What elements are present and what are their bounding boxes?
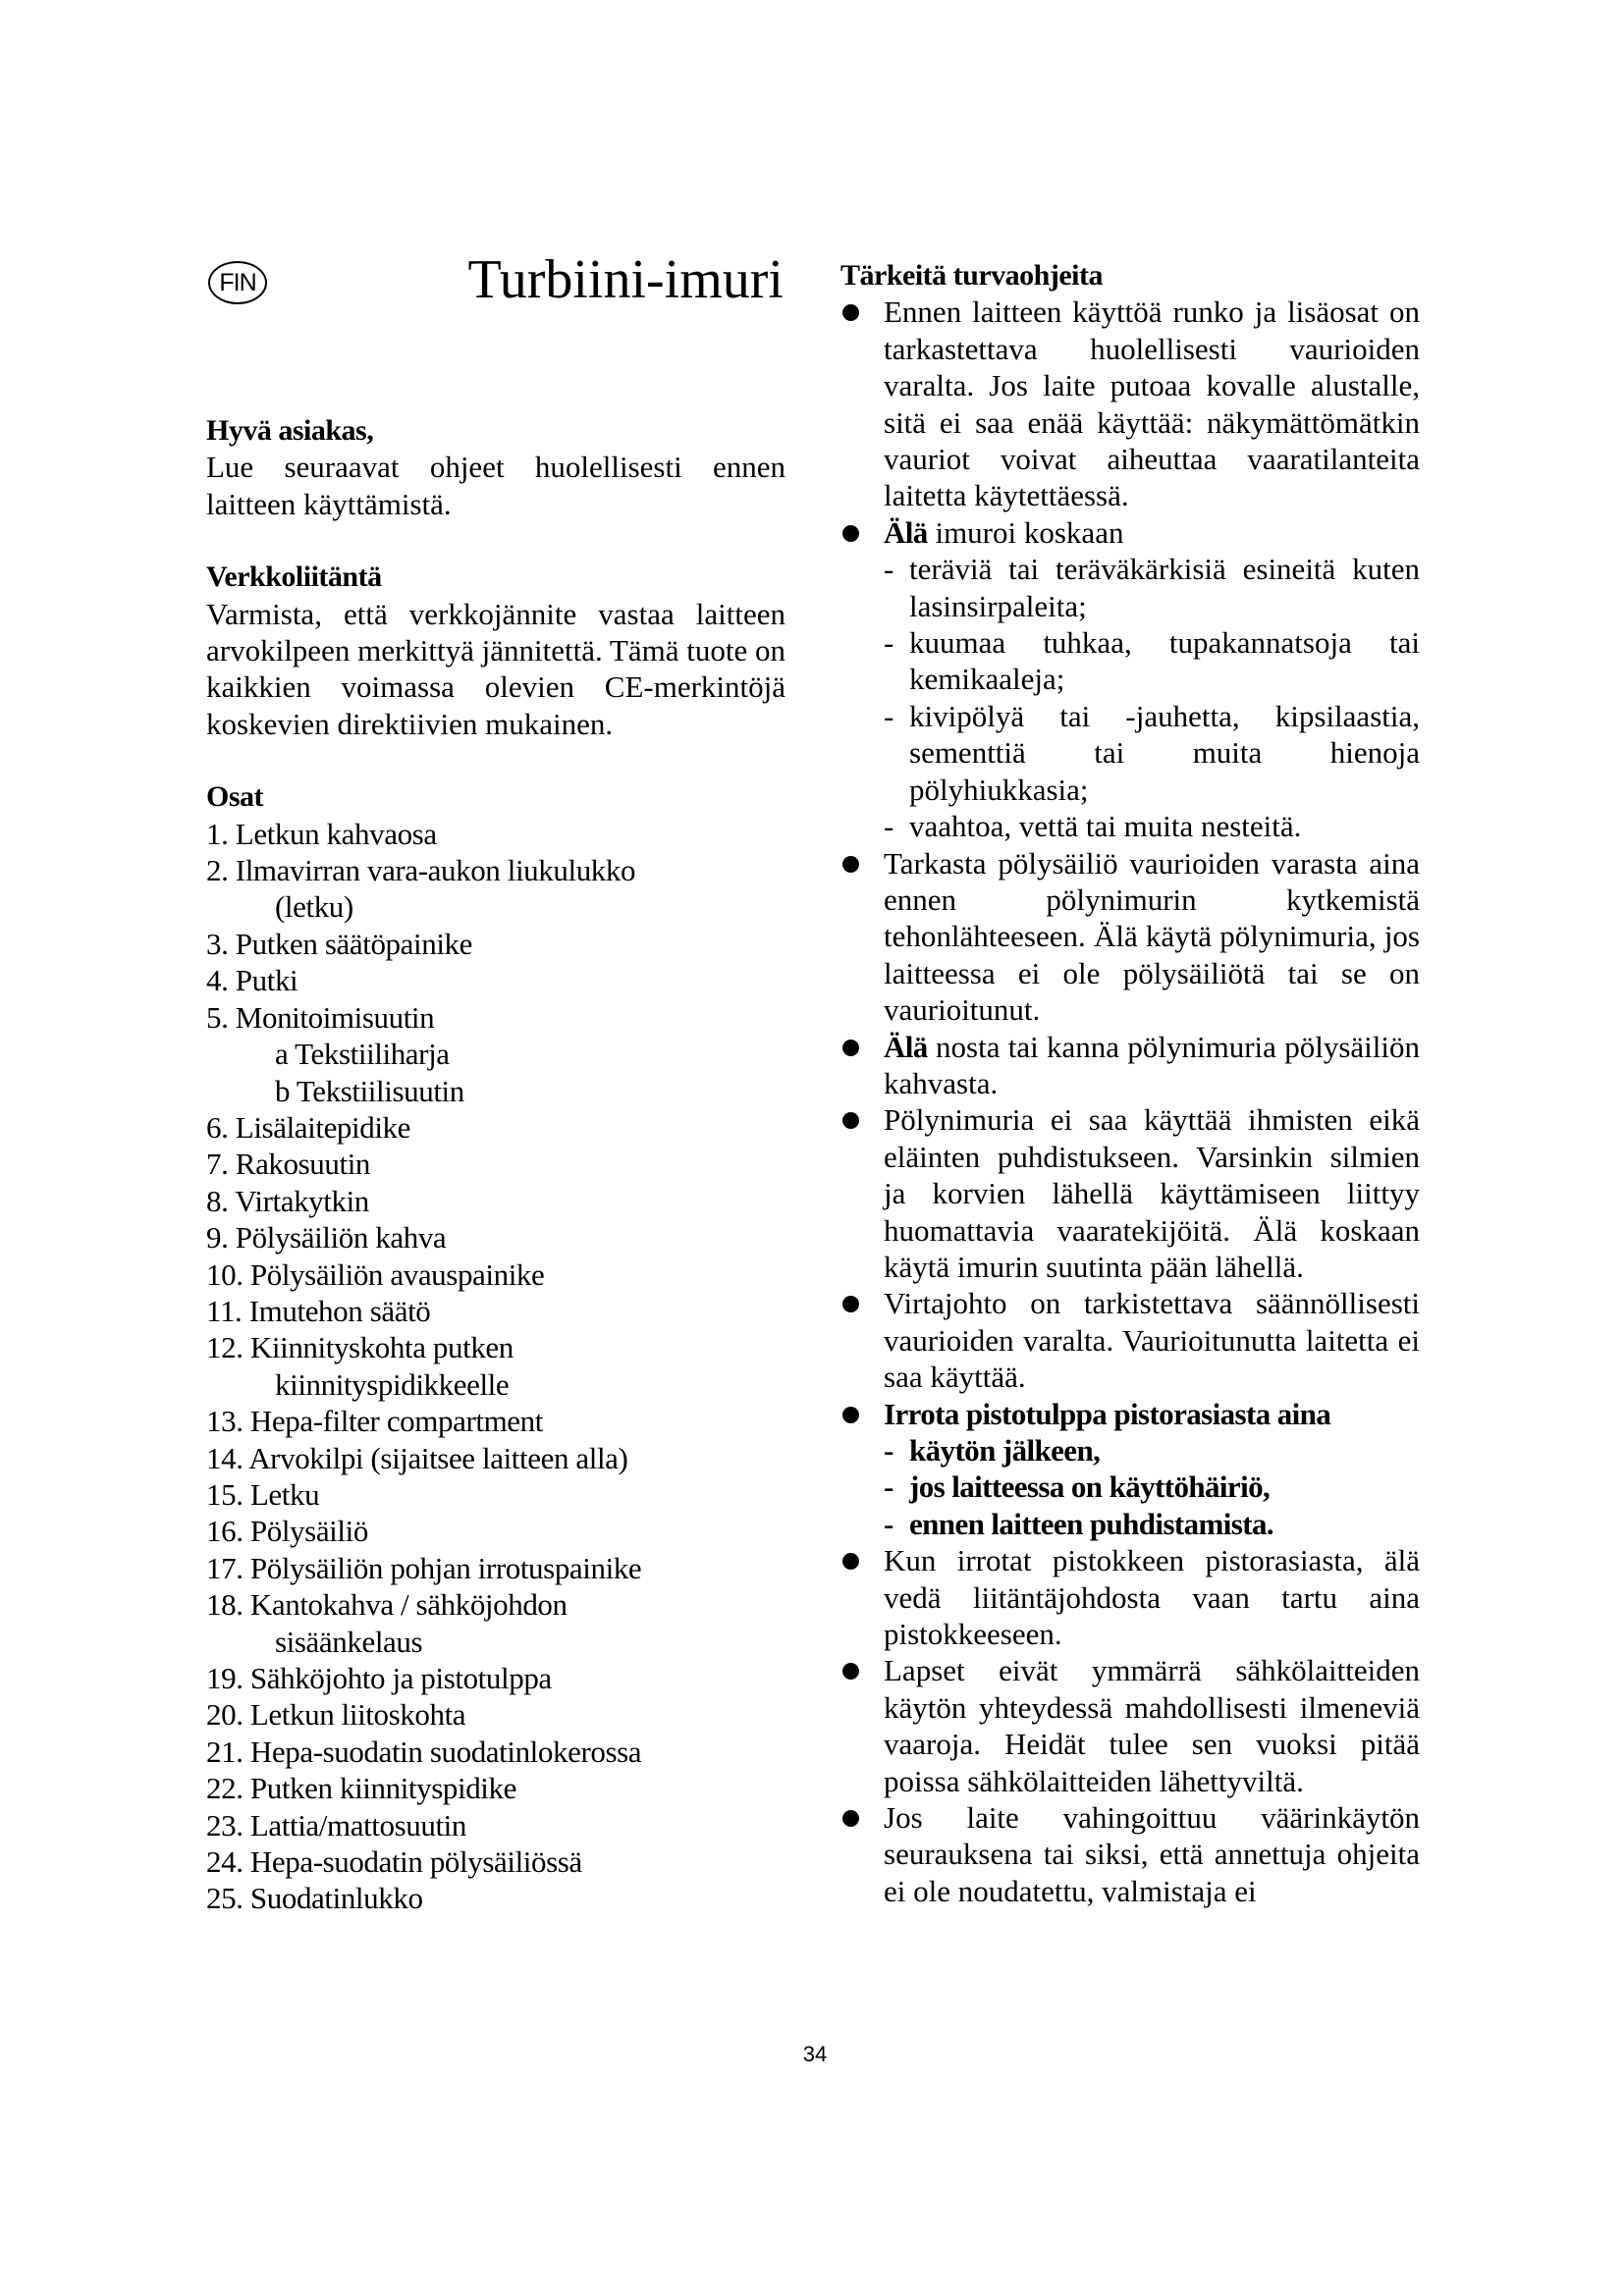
mains-heading: Verkkoliitäntä: [206, 561, 382, 594]
bullet-text: Pölynimuria ei saa käyttää ihmisten eikä eläinten puhdistukseen. Varsinkin silmien ja korvien lähellä käyttämiseen liittyy huomattavia vaaratekijöitä. Älä koskaan käytä imurin suutinta pään lähellä.: [884, 1102, 1420, 1284]
dash-item: - ennen laitteen puhdistamista.: [884, 1506, 1274, 1541]
bullet-icon: [842, 1112, 859, 1129]
list-item: 15. Letku: [206, 1476, 320, 1512]
list-item: 1. Letkun kahvaosa: [206, 816, 437, 851]
bullet-text: Ennen laitteen käyttöä runko ja lisäosat on tarkastettava huolellisesti vaurioiden varalta. Jos laite putoaa kovalle alustalle, sitä ei saa enää käyttää: näkymättömätkin vauriot voivat aiheuttaa vaaratilanteita laitetta käytettäessä.: [884, 294, 1420, 513]
list-item: 19. Sähköjohto ja pistotulppa: [206, 1661, 552, 1695]
left-column: [206, 412, 785, 1917]
greeting-heading: Hyvä asiakas,: [206, 414, 374, 447]
dash-text: kivipölyä tai -jauhetta, kipsilaastia, sementtiä tai muita hienoja pölyhiukkasia;: [909, 698, 1420, 807]
bullet-icon: [842, 1407, 859, 1423]
dash-text: ennen laitteen puhdistamista.: [909, 1506, 1274, 1541]
list-item: 20. Letkun liitoskohta: [206, 1697, 466, 1733]
bullet-emphasis: Älä: [884, 1029, 928, 1064]
list-item: sisäänkelaus: [275, 1624, 423, 1659]
list-item: 18. Kantokahva / sähköjohdon: [206, 1587, 568, 1623]
safety-bullet: [840, 1542, 1420, 1652]
list-item: 10. Pölysäiliön avauspainike: [206, 1256, 545, 1292]
list-item: b Tekstiilisuutin: [275, 1073, 464, 1108]
list-item: 6. Lisälaitepidike: [206, 1109, 411, 1145]
bullet-icon: [842, 1663, 859, 1680]
dash-item: - kivipölyä tai -jauhetta, kipsilaastia, sementtiä tai muita hienoja pölyhiukkasia;: [884, 698, 1420, 807]
safety-bullet: [840, 1029, 1420, 1102]
mains-text: Varmista, että verkkojännite vastaa laitteen arvokilpeen merkittyä jännitettä. Tämä tuote on kaikkien voimassa olevien CE-merkintöjä koskevien direktiivien mukainen.: [206, 596, 785, 741]
bullet-text: Lapset eivät ymmärrä sähkölaitteiden käytön yhteydessä mahdollisesti ilmeneviä vaaroja. Heidät tulee sen vuoksi pitää poissa sähkölaitteiden lähettyviltä.: [884, 1653, 1420, 1798]
safety-heading: Tärkeitä turvaohjeita: [840, 259, 1103, 292]
safety-bullet: [840, 1799, 1420, 1909]
list-item: 17. Pölysäiliön pohjan irrotuspainike: [206, 1550, 642, 1585]
greeting-text: Lue seuraavat ohjeet huolellisesti ennen laitteen käyttämistä.: [206, 450, 785, 521]
bullet-emphasis: Älä: [884, 514, 928, 550]
list-item: 3. Putken säätöpainike: [206, 926, 473, 961]
list-item: 23. Lattia/mattosuutin: [206, 1807, 466, 1842]
safety-bullet: [840, 845, 1420, 1029]
parts-heading: Osat: [206, 780, 263, 814]
dash-text: teräviä tai teräväkärkisiä esineitä kuten lasinsirpaleita;: [909, 552, 1420, 623]
safety-bullet: [840, 1285, 1420, 1395]
dash-text: kuumaa tuhkaa, tupakannatsoja tai kemikaaleja;: [909, 625, 1420, 697]
dash-item: - teräviä tai teräväkärkisiä esineitä kuten lasinsirpaleita;: [884, 552, 1420, 623]
bullet-icon: [842, 1040, 859, 1056]
bullet-text: imuroi koskaan: [927, 514, 1124, 550]
list-item: 13. Hepa-filter compartment: [206, 1404, 543, 1439]
bullet-text: Jos laite vahingoittuu väärinkäytön seurauksena tai siksi, että annettuja ohjeita ei ole noudatettu, valmistaja ei: [884, 1800, 1420, 1908]
bullet-icon: [842, 525, 859, 542]
safety-bullet: [840, 1652, 1420, 1799]
list-item: 25. Suodatinlukko: [206, 1881, 423, 1916]
page-title: Turbiini-imuri: [467, 249, 784, 310]
safety-bullet: [840, 294, 1420, 513]
list-item: 2. Ilmavirran vara-aukon liukulukko: [206, 853, 636, 888]
dash-text: jos laitteessa on käyttöhäiriö,: [909, 1469, 1271, 1505]
bullet-text: Tarkasta pölysäiliö vaurioiden varasta aina ennen pölynimurin kytkemistä tehonlähteeseen. Älä käytä pölynimuria, jos laitteessa ei ole pölysäiliötä tai se on vaurioitunut.: [884, 845, 1420, 1028]
dash-item: - jos laitteessa on käyttöhäiriö,: [884, 1469, 1271, 1505]
list-item: 16. Pölysäiliö: [206, 1514, 368, 1549]
parts-list: [206, 816, 785, 1917]
bullet-icon: [842, 1553, 859, 1570]
bullet-icon: [842, 1296, 859, 1312]
list-item: 9. Pölysäiliön kahva: [206, 1220, 447, 1255]
bullet-text: nosta tai kanna pölynimuria pölysäiliön kahvasta.: [884, 1029, 1420, 1100]
bullet-text: Kun irrotat pistokkeen pistorasiasta, älä vedä liitäntäjohdosta vaan tartu aina pistokkeeseen.: [884, 1543, 1420, 1652]
list-item: 14. Arvokilpi (sijaitsee laitteen alla): [206, 1440, 628, 1475]
list-item: 11. Imutehon säätö: [206, 1293, 431, 1328]
list-item: (letku): [275, 889, 353, 925]
dash-item: - vaahtoa, vettä tai muita nesteitä.: [884, 809, 1302, 844]
list-item: kiinnityspidikkeelle: [275, 1366, 510, 1402]
list-item: 5. Monitoimisuutin: [206, 999, 435, 1035]
bullet-icon: [842, 856, 859, 873]
language-badge: FIN: [208, 261, 267, 304]
dash-item: - käytön jälkeen,: [884, 1433, 1101, 1468]
list-item: 21. Hepa-suodatin suodatinlokerossa: [206, 1734, 642, 1769]
dash-text: vaahtoa, vettä tai muita nesteitä.: [909, 809, 1302, 844]
bullet-text: Irrota pistotulppa pistorasiasta aina: [884, 1396, 1331, 1431]
list-item: 4. Putki: [206, 963, 298, 998]
bullet-text: Virtajohto on tarkistettava säännöllisesti vaurioiden varalta. Vaurioitunutta laitetta ei saa käyttää.: [884, 1286, 1420, 1395]
list-item: 24. Hepa-suodatin pölysäiliössä: [206, 1844, 582, 1880]
safety-bullet: [840, 1396, 1420, 1432]
list-item: 12. Kiinnityskohta putken: [206, 1330, 514, 1365]
safety-bullet: [840, 1101, 1420, 1285]
dash-item: - kuumaa tuhkaa, tupakannatsoja tai kemikaaleja;: [884, 625, 1420, 697]
list-item: a Tekstiiliharja: [275, 1037, 450, 1072]
list-item: 7. Rakosuutin: [206, 1147, 371, 1182]
bullet-icon: [842, 304, 859, 321]
bullet-icon: [842, 1810, 859, 1827]
list-item: 22. Putken kiinnityspidike: [206, 1771, 516, 1806]
page-number: 34: [802, 2042, 828, 2066]
safety-bullet: [840, 514, 1420, 551]
list-item: 8. Virtakytkin: [206, 1183, 369, 1218]
dash-text: käytön jälkeen,: [909, 1433, 1101, 1468]
right-column: [840, 257, 1420, 1909]
